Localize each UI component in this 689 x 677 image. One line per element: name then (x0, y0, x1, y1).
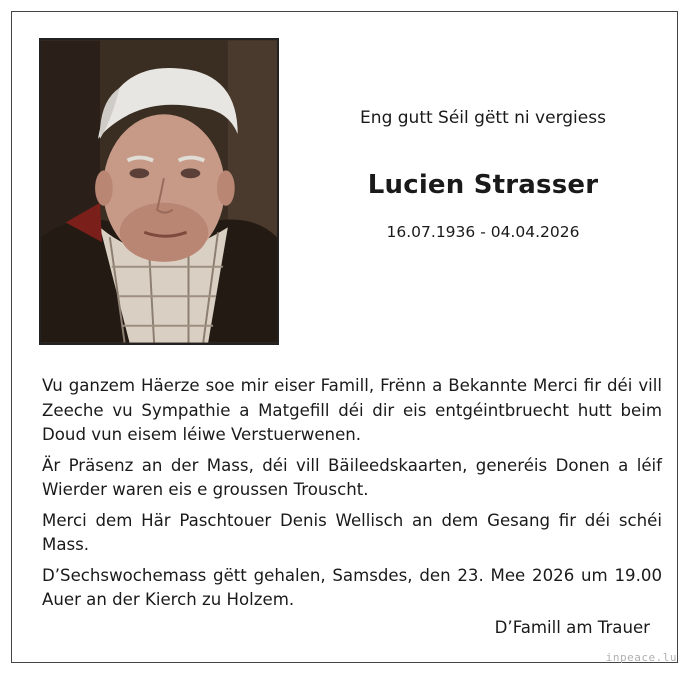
deceased-name: Lucien Strasser (367, 170, 599, 200)
site-watermark: inpeace.lu (605, 651, 677, 664)
notice-body (42, 374, 662, 619)
portrait-photo (39, 38, 279, 345)
paragraph-thanks: Vu ganzem Häerze soe mir eiser Famill, Frënn a Bekannte Merci fir déi vill Zeeche vu Sympathie a Matgefill déi dir eis entgéintbruecht hutt beim Doud vun eisem léiwe Verstuerwenen. (42, 376, 662, 444)
notice-motto: Eng gutt Séil gëtt ni vergiess (360, 108, 606, 128)
paragraph-presence: Är Präsenz an der Mass, déi vill Bäileedskaarten, generéis Donen a léif Wierder waren eis e groussen Trouscht. (42, 455, 662, 499)
portrait-illustration (41, 40, 277, 343)
obituary-card (11, 11, 678, 663)
paragraph-mass-announcement: D’Sechswochemass gëtt gehalen, Samsdes, den 23. Mee 2026 um 19.00 Auer an der Kierch zu Holzem. (42, 565, 662, 609)
life-dates: 16.07.1936 - 04.04.2026 (386, 223, 580, 241)
family-signature: D’Famill am Trauer (494, 618, 650, 637)
paragraph-priest: Merci dem Här Paschtouer Denis Wellisch an dem Gesang fir déi schéi Mass. (42, 510, 662, 554)
